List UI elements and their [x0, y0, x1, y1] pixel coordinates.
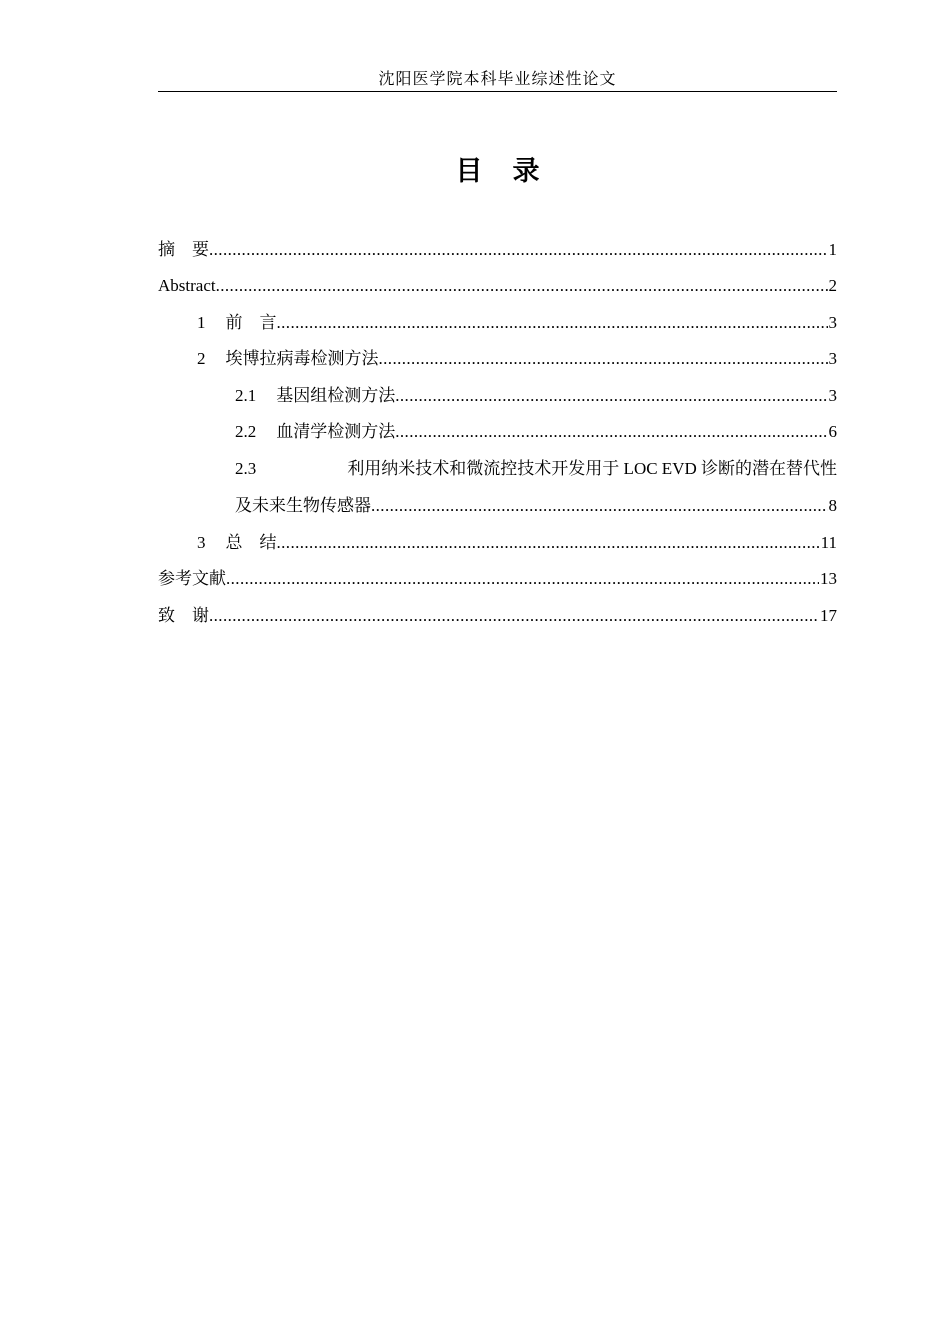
toc-entry-text: 总 结 [225, 533, 277, 552]
toc-entry-section-2-3-continued[interactable] [235, 492, 837, 520]
toc-entry-text-continued: 及未来生物传感器 [235, 496, 371, 515]
toc-dot-leader [395, 382, 827, 410]
toc-page-number: 3 [828, 313, 837, 332]
toc-dot-leader [209, 236, 828, 264]
toc-entry-section-3[interactable] [197, 529, 837, 557]
toc-page-number: 17 [820, 606, 837, 625]
toc-dot-leader [277, 309, 828, 337]
toc-title-char-1: 目 [455, 156, 483, 187]
toc-entry-references[interactable] [158, 565, 837, 593]
toc-entry-number: 3 [197, 533, 206, 552]
toc-dot-leader [216, 272, 828, 300]
toc-title-char-2: 录 [512, 156, 540, 187]
toc-dot-leader [226, 565, 819, 593]
toc-entry-text: 血清学检测方法 [276, 422, 396, 441]
header-rule [158, 91, 837, 92]
toc-dot-leader [371, 492, 828, 520]
toc-page-number: 3 [828, 386, 837, 405]
toc-page-number: 1 [828, 240, 837, 259]
toc-page-number: 8 [828, 496, 837, 515]
toc-entry-acknowledgements[interactable] [158, 602, 837, 630]
toc-dot-leader [209, 602, 819, 630]
toc-page-number: 6 [828, 422, 837, 441]
toc-entry-section-2[interactable] [197, 345, 837, 373]
toc-page-number: 3 [828, 349, 837, 368]
toc-entry-text: 参考文献 [158, 569, 226, 588]
toc-entry-abstract-en[interactable] [158, 272, 837, 300]
toc-entry-section-2-3[interactable] [235, 455, 837, 483]
toc-page-number: 2 [828, 276, 837, 295]
toc-entry-number: 2.2 [235, 422, 257, 441]
toc-entry-number: 2.3 [235, 459, 257, 478]
toc-entry-text: Abstract [158, 276, 216, 295]
toc-entry-text: 致 谢 [158, 606, 209, 625]
toc-entry-number: 2.1 [235, 386, 257, 405]
toc-entry-number: 1 [197, 313, 206, 332]
toc-entry-text: 基因组检测方法 [276, 386, 396, 405]
toc-dot-leader [379, 345, 828, 373]
toc-page-number: 11 [820, 533, 837, 552]
toc-dot-leader [395, 418, 827, 446]
toc-dot-leader [277, 529, 820, 557]
toc-entry-text: 利用纳米技术和微流控技术开发用于 LOC EVD 诊断的潜在替代性 [347, 459, 837, 478]
toc-entry-text: 埃博拉病毒检测方法 [225, 349, 379, 368]
toc-page-number: 13 [820, 569, 837, 588]
toc-entry-section-1[interactable] [197, 309, 837, 337]
toc-entry-text: 摘 要 [158, 240, 209, 259]
toc-entry-abstract-cn[interactable] [158, 236, 837, 264]
toc-entry-section-2-2[interactable] [235, 418, 837, 446]
toc-entry-text: 前 言 [225, 313, 277, 332]
toc-entry-section-2-1[interactable] [235, 382, 837, 410]
running-header: 沈阳医学院本科毕业综述性论文 [378, 69, 617, 88]
toc-title [158, 152, 837, 192]
toc-entry-number: 2 [197, 349, 206, 368]
